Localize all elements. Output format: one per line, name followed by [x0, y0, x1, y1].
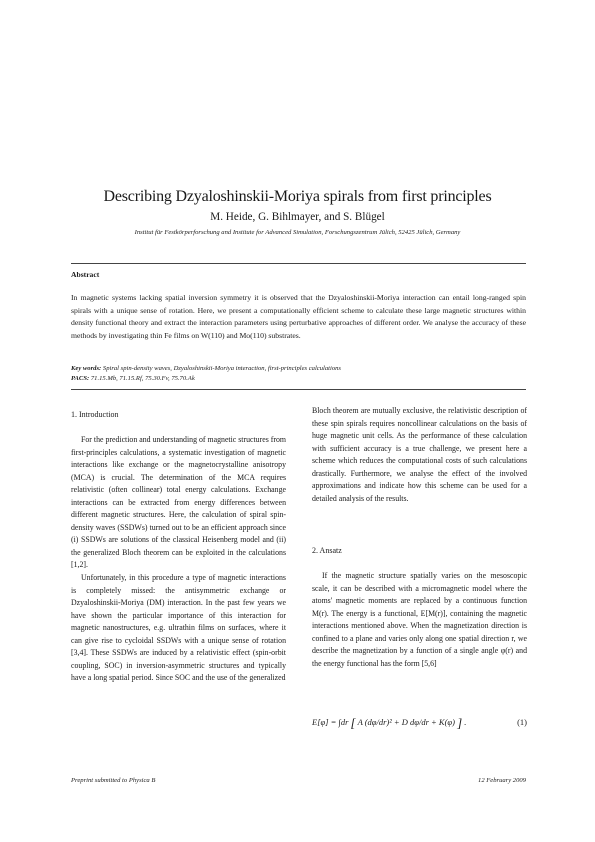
equation-lhs: E[φ] = — [312, 717, 337, 727]
pacs-label: PACS: — [71, 375, 90, 382]
section-1-heading: 1. Introduction — [71, 410, 119, 419]
equation-tail: . — [464, 717, 467, 727]
pacs-codes: 71.15.Mb, 71.15.Rf, 75.30.Fv, 75.70.Ak — [90, 375, 195, 382]
intro-paragraph-2: Unfortunately, in this procedure a type of magnetic interactions is completely missed: the antisymmetric exchange or Dzyaloshinskii-Moriya (DM) interaction. In the past few years we have shown the particular importance of this interaction for magnetic nanostructures, e.g. ultrathin films on surfaces, where it can give rise to cycloidal SSDWs with a unique sense of rotation [3,4]. These SSDWs are induced by a relativistic effect (spin-orbit coupling, SOC) in inversion-asymmetric structures and typically have a long spatial period. Since SOC and the use of the generalized — [71, 573, 286, 683]
keywords-label: Key words: — [71, 365, 102, 372]
author-list: M. Heide, G. Bihlmayer, and S. Blügel — [210, 211, 385, 223]
equation-number: (1) — [517, 717, 527, 727]
equation-integral: ∫dr — [338, 717, 349, 727]
intro-continuation: Bloch theorem are mutually exclusive, the relativistic description of these spin spirals requires noncollinear calculations on the basis of huge magnetic unit cells. As the performance of these calculation with sufficient accuracy is a true challenge, we present here a scheme which reduces the computational costs of such calculations drastically. Furthermore, we analyse the effect of the involved approximations and indicate how this scheme can be used for a detailed analysis of the results. — [312, 406, 527, 503]
keywords-text: Spiral spin-density waves, Dzyaloshinskii-Moriya interaction, first-principles calculations — [102, 365, 341, 372]
ansatz-paragraph: If the magnetic structure spatially varies on the mesoscopic scale, it can be described with a micromagnetic model where the atoms' magnetic moments are replaced by a continuous function M(r). The energy is a functional, E[M(r)], containing the magnetic interactions mentioned above. When the magnetization direction is confined to a plane and varies only along one spatial direction r, we describe the magnetization by a function of a single angle φ(r) and the energy functional has the form [5,6] — [312, 571, 527, 668]
equation-1: E[φ] = ∫dr [ A (dφ/dr)² + D dφ/dr + K(φ) ] . (1) — [312, 715, 527, 730]
left-column — [71, 434, 286, 685]
right-column-top — [312, 405, 527, 505]
paper-title: Describing Dzyaloshinskii-Moriya spirals from first principles — [103, 188, 492, 205]
bottom-rule — [71, 389, 526, 390]
top-rule — [71, 263, 526, 264]
keywords-block — [71, 364, 526, 384]
footer-preprint: Preprint submitted to Physica B — [71, 777, 156, 784]
intro-paragraph-1: For the prediction and understanding of magnetic structures from first-principles calculations, a systematic investigation of magnetic interactions like exchange or the magnetocrystalline anisotropy (MCA) is crucial. The determination of the MCA requires relativistic (often collinear) total energy calculations. Exchange interactions can be extracted from energy differences between different magnetic structures. Here, the calculation of spiral spin-density waves (SSDWs) turned out to be an efficient approach since (i) SSDWs are solutions of the classical Heisenberg model and (ii) the generalized Bloch theorem can be exploited in the calculations [1,2]. — [71, 435, 286, 570]
section-2-heading: 2. Ansatz — [312, 546, 342, 555]
abstract-heading: Abstract — [71, 270, 100, 279]
footer-date: 12 February 2009 — [478, 777, 526, 784]
affiliation: Institut für Festkörperforschung and Institute for Advanced Simulation, Forschungszentrum Jülich, 52425 Jülich, Germany — [134, 229, 461, 236]
abstract-text: In magnetic systems lacking spatial inversion symmetry it is observed that the Dzyaloshinskii-Moriya interaction can entail long-ranged spin spirals with a unique sense of rotation. Here, we present a computationally efficient scheme to calculate these large magnetic structures within density functional theory and extract the interaction parameters using perturbative approaches of different order. We analyse the accuracy of these methods by investigating thin Fe films on W(110) and Mo(110) substrates. — [71, 293, 526, 340]
right-column-ansatz — [312, 570, 527, 670]
equation-body: A (dφ/dr)² + D dφ/dr + K(φ) — [357, 717, 455, 727]
